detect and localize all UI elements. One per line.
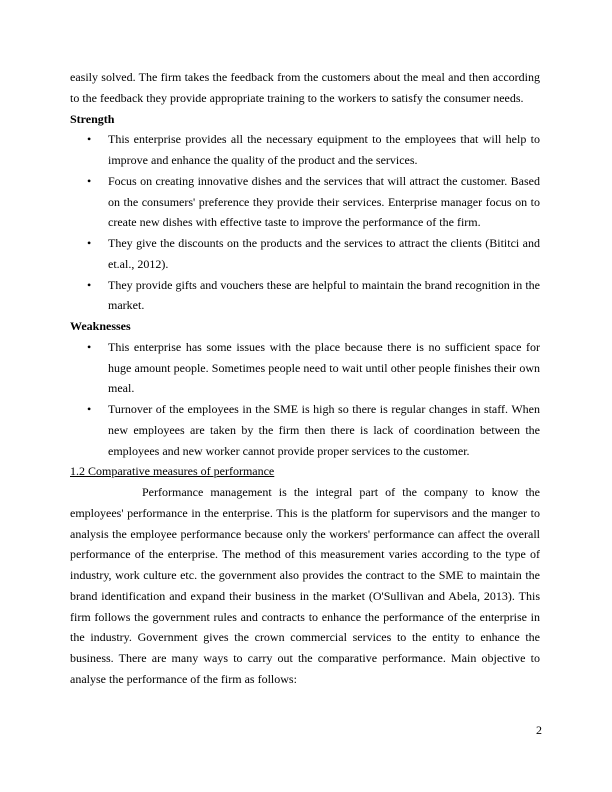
page-number: 2: [536, 723, 542, 737]
list-item: [70, 337, 540, 399]
bullet-icon: •: [87, 277, 92, 292]
bullet-text: They give the discounts on the products and the services to attract the clients (Bititci and et.al., 2012).: [108, 236, 540, 271]
intro-paragraph: easily solved. The firm takes the feedback from the customers about the meal and then according to the feedback they provide appropriate training to the workers to satisfy the consumer needs.: [70, 70, 540, 105]
weaknesses-heading: Weaknesses: [70, 319, 131, 333]
bullet-text: Turnover of the employees in the SME is high so there is regular changes in staff. When new employees are taken by the firm then there is lack of coordination between the employees and new worker cannot provide proper services to the customer.: [108, 402, 540, 458]
list-item: [70, 233, 540, 275]
section-paragraph: Performance management is the integral part of the company to know the employees' performance in the enterprise. This is the platform for supervisors and the manger to analysis the employee performance because only the workers' performance can affect the overall performance of the enterprise. The method of this measurement varies according to the type of industry, work culture etc. the government also provides the contract to the SME to maintain the brand identification and expand their business in the market (O'Sullivan and Abela, 2013). This firm follows the government rules and contracts to enhance the performance of the enterprise in the industry. Government gives the crown commercial services to the entity to enhance the business. There are many ways to carry out the comparative performance. Main objective to analyse the performance of the firm as follows:: [70, 485, 540, 686]
page-content: [70, 67, 540, 690]
list-item: [70, 129, 540, 171]
bullet-text: They provide gifts and vouchers these are helpful to maintain the brand recognition in the market.: [108, 277, 540, 313]
weaknesses-list: [70, 337, 540, 462]
bullet-icon: •: [87, 236, 92, 250]
bullet-icon: •: [87, 402, 92, 416]
list-item: [70, 399, 540, 461]
strength-heading: Strength: [70, 111, 115, 126]
bullet-text: Focus on creating innovative dishes and the services that will attract the customer. Based on the consumers' preference they provide their services. Enterprise manager focus on to create new dishes with effective taste to improve the performance of the firm.: [108, 173, 540, 230]
bullet-text: This enterprise has some issues with the place because there is no sufficient space for huge amount people. Sometimes people need to wait until other people finishes their own meal.: [108, 339, 540, 396]
bullet-icon: •: [87, 339, 92, 354]
bullet-icon: •: [87, 173, 92, 188]
bullet-icon: •: [87, 132, 92, 147]
list-item: [70, 171, 540, 233]
bullet-text: This enterprise provides all the necessary equipment to the employees that will help to improve and enhance the quality of the product and the services.: [108, 132, 540, 167]
strength-list: [70, 129, 540, 316]
section-heading: 1.2 Comparative measures of performance: [70, 464, 275, 479]
list-item: [70, 275, 540, 317]
